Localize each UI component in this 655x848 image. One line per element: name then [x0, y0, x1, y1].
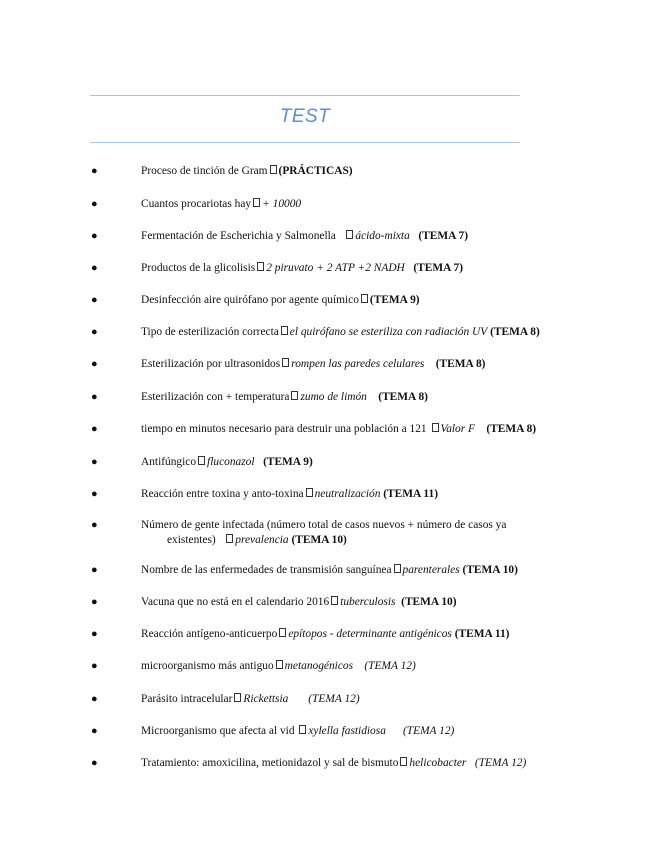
question-text: Antifúngico — [141, 456, 197, 468]
answer-text: + 10000 — [262, 198, 302, 210]
topic-label: (TEMA 10) — [462, 564, 518, 576]
topic-label: (TEMA 9) — [263, 456, 313, 468]
arrow-glyph-icon — [432, 423, 439, 432]
topic-label: (TEMA 7) — [413, 262, 464, 274]
arrow-glyph-icon — [282, 358, 289, 367]
answer-text: el quirófano se esteriliza con radiación UV — [289, 326, 488, 338]
question-text: Nombre de las enfermedades de transmisión sanguínea — [141, 564, 392, 576]
bullet-icon: ● — [91, 262, 98, 274]
question-text: microorganismo más antiguo — [141, 660, 274, 672]
arrow-glyph-icon — [279, 628, 286, 637]
topic-label: (TEMA 8) — [486, 423, 537, 435]
question-text: Vacuna que no está en el calendario 2016 — [141, 596, 330, 608]
question-text: Reacción entre toxina y anto-toxina — [141, 488, 304, 500]
answer-text: ácido-mixta — [355, 230, 410, 242]
arrow-glyph-icon — [346, 230, 353, 239]
arrow-glyph-icon — [291, 391, 298, 400]
question-text: Esterilización con + temperatura — [141, 391, 290, 403]
question-text: Microorganismo que afecta al vid — [141, 725, 295, 737]
bullet-icon: ● — [91, 596, 98, 608]
bullet-icon: ● — [91, 488, 98, 500]
question-text: Tipo de esterilización correcta — [141, 326, 279, 338]
answer-text: Rickettsia — [243, 693, 289, 705]
topic-label: (TEMA 11) — [383, 488, 438, 500]
question-text: Cuantos procariotas hay — [141, 198, 252, 210]
bullet-icon: ● — [91, 660, 98, 672]
topic-label: (TEMA 12) — [308, 693, 360, 705]
answer-text: zumo de limón — [300, 391, 367, 403]
arrow-glyph-icon — [281, 326, 288, 335]
question-text: Productos de la glicolisis — [141, 262, 256, 274]
bullet-icon: ● — [91, 358, 98, 370]
arrow-glyph-icon — [394, 564, 401, 573]
bullet-icon: ● — [91, 757, 98, 769]
arrow-glyph-icon — [400, 757, 407, 766]
answer-text: xylella fastidiosa — [308, 725, 386, 737]
topic-label: (TEMA 12) — [364, 660, 416, 672]
arrow-glyph-icon — [226, 534, 233, 543]
topic-label: (TEMA 9) — [369, 294, 420, 306]
answer-text: rompen las paredes celulares — [291, 358, 425, 370]
question-text-continued: existentes) — [167, 534, 216, 546]
answer-text: tuberculosis — [340, 596, 396, 608]
bullet-icon: ● — [91, 564, 98, 576]
bullet-icon: ● — [91, 725, 98, 737]
arrow-glyph-icon — [198, 456, 205, 465]
bullet-icon: ● — [91, 230, 98, 242]
question-text: Esterilización por ultrasonidos — [141, 358, 281, 370]
arrow-glyph-icon — [257, 262, 264, 271]
bullet-icon: ● — [91, 519, 98, 531]
top-rule — [90, 95, 520, 96]
bullet-icon: ● — [91, 423, 98, 435]
bullet-icon: ● — [91, 326, 98, 338]
topic-label: (TEMA 8) — [378, 391, 428, 403]
page-title: TEST — [279, 106, 331, 127]
answer-text: Valor F — [440, 423, 475, 435]
topic-label: (TEMA 11) — [454, 628, 510, 640]
answer-text: 2 piruvato + 2 ATP +2 NADH — [266, 262, 405, 274]
topic-label: (TEMA 7) — [418, 230, 469, 242]
answer-text: helicobacter — [409, 757, 467, 769]
arrow-glyph-icon — [361, 294, 368, 303]
question-text: Proceso de tinción de Gram — [141, 165, 268, 177]
bullet-icon: ● — [91, 198, 98, 210]
bullet-icon: ● — [91, 391, 98, 403]
arrow-glyph-icon — [253, 198, 260, 207]
bullet-icon: ● — [91, 628, 98, 640]
question-text: Tratamiento: amoxicilina, metionidazol y sal de bismuto — [141, 757, 399, 769]
topic-label: (PRÁCTICAS) — [278, 165, 353, 177]
topic-label: (TEMA 10) — [291, 534, 347, 546]
bullet-icon: ● — [91, 165, 98, 177]
answer-text: fluconazol — [207, 456, 255, 468]
question-text: Fermentación de Escherichia y Salmonella — [141, 230, 336, 242]
question-text: Reacción antígeno-anticuerpo — [141, 628, 278, 640]
answer-text: prevalencia — [235, 534, 289, 546]
answer-text: neutralización — [314, 488, 381, 500]
topic-label: (TEMA 8) — [435, 358, 486, 370]
topic-label: (TEMA 8) — [490, 326, 540, 338]
question-text: Número de gente infectada (número total de casos nuevos + número de casos ya — [141, 519, 507, 531]
bottom-rule — [90, 142, 520, 143]
topic-label: (TEMA 12) — [402, 725, 455, 737]
list-item — [0, 518, 655, 550]
question-text: tiempo en minutos necesario para destruir una población a 121 — [141, 423, 427, 435]
topic-label: (TEMA 10) — [401, 596, 457, 608]
bullet-icon: ● — [91, 693, 98, 705]
bullet-icon: ● — [91, 456, 98, 468]
arrow-glyph-icon — [306, 488, 313, 497]
arrow-glyph-icon — [234, 693, 241, 702]
question-text: Desinfección aire quirófano por agente químico — [141, 294, 359, 306]
answer-text: epítopos - determinante antigénicos — [288, 628, 452, 640]
bullet-icon: ● — [91, 294, 98, 306]
arrow-glyph-icon — [276, 660, 283, 669]
arrow-glyph-icon — [299, 725, 306, 734]
topic-label: (TEMA 12) — [474, 757, 527, 769]
answer-text: parenterales — [402, 564, 460, 576]
answer-text: metanogénicos — [284, 660, 353, 672]
arrow-glyph-icon — [331, 596, 338, 605]
question-text: Parásito intracelular — [141, 693, 233, 705]
arrow-glyph-icon — [270, 165, 277, 174]
